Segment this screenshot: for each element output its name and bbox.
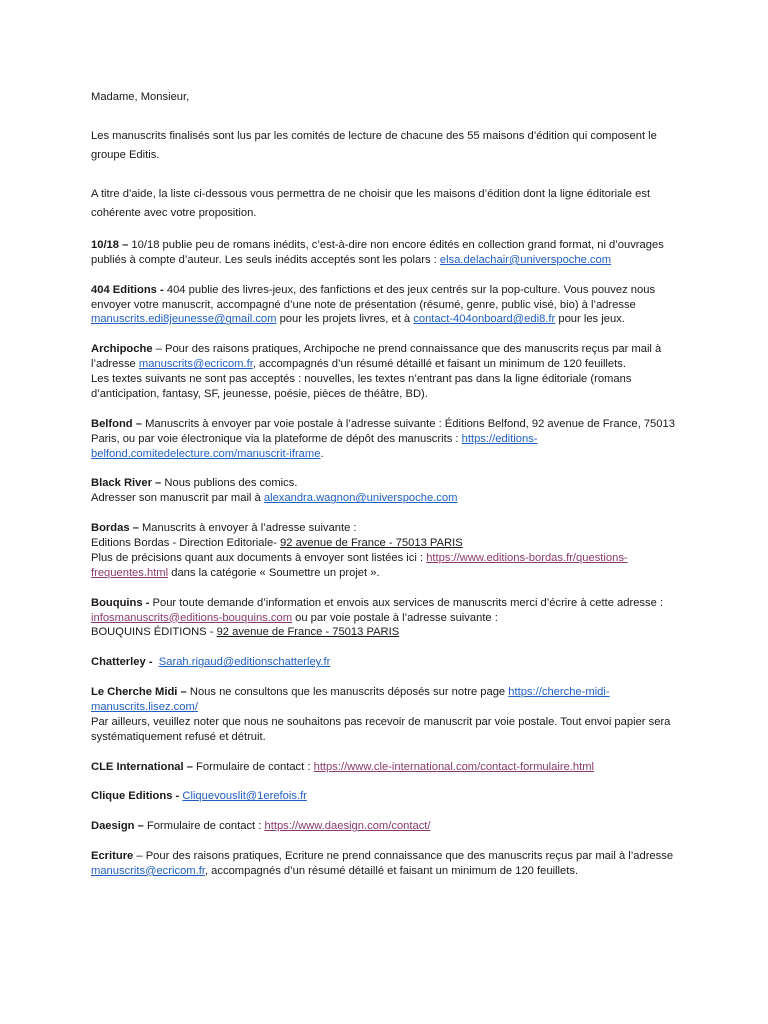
email-link[interactable]: Sarah.rigaud@editionschatterley.fr (158, 656, 331, 669)
entry-text: Formulaire de contact : (143, 820, 265, 833)
entry-1018 (91, 238, 686, 268)
publisher-name: Bordas – (91, 522, 139, 535)
postal-address: 92 avenue de France - 75013 PARIS (280, 537, 463, 550)
entry-text: ou par voie postale à l’adresse suivante : (292, 611, 498, 624)
entry-daesign (91, 819, 686, 834)
publisher-name: Belfond – (91, 417, 142, 430)
publisher-name: Le Cherche Midi – (91, 686, 187, 699)
entry-text: 10/18 publie peu de romans inédits, c’est-à-dire non encore édités en collection grand format, ni d’ouvrages publiés à compte d’auteur. Les seuls inédits acceptés sont les polars : (91, 238, 664, 266)
entry-text: Manuscrits à envoyer par voie postale à l’adresse suivante : Éditions Belfond, 92 avenue de France, 75013 Paris, ou par voie électronique via la plateforme de dépôt des manuscrits : (91, 417, 675, 445)
url-link[interactable]: https://cherche-midi-manuscrits.lisez.com/ (91, 686, 610, 713)
entry-archipoche (91, 342, 686, 402)
letter-body (91, 88, 686, 894)
entry-belfond (91, 417, 686, 462)
url-link[interactable]: https://www.daesign.com/contact/ (264, 820, 431, 833)
entry-bordas (91, 521, 686, 581)
entry-bouquins (91, 596, 686, 641)
url-link[interactable]: https://www.cle-international.com/contact-formulaire.html (313, 760, 595, 773)
entry-text: Manuscrits à envoyer à l’adresse suivante : (138, 522, 357, 535)
publisher-name: 10/18 – (91, 238, 129, 251)
postal-address: 92 avenue de France - 75013 PARIS (216, 626, 400, 639)
greeting: Madame, Monsieur, (91, 91, 190, 103)
entry-text: dans la catégorie « Soumettre un projet ». (168, 566, 380, 579)
entry-text: Les textes suivants ne sont pas acceptés : nouvelles, les textes n’entrant pas dans la ligne éditoriale (romans d’anticipation, fantasy, SF, jeunesse, poésie, pièces de théâtre, BD). (91, 373, 632, 400)
entry-text: 404 publie des livres-jeux, des fanfictions et des jeux centrés sur la pop-culture. Vous pouvez nous envoyer votre manuscrit, accompagné d’une note de présentation (résumé, genre, public visé, bio) à l’adresse (91, 283, 656, 311)
entry-text: Nous ne consultons que les manuscrits déposés sur notre page (186, 686, 509, 699)
publisher-name: Chatterley - (91, 656, 153, 669)
publisher-name: Bouquins - (91, 596, 150, 609)
entry-text: pour les projets livres, et à (276, 313, 414, 326)
url-link[interactable]: https://editions-belfond.comitedelecture.com/manuscrit-iframe (91, 432, 538, 460)
publisher-name: Archipoche (91, 343, 153, 356)
entry-text: , accompagnés d’un résumé détaillé et faisant un minimum de 120 feuillets. (204, 864, 579, 877)
publisher-name: Clique Editions - (91, 790, 180, 803)
publisher-name: Daesign – (91, 820, 144, 833)
email-link[interactable]: infosmanuscrits@editions-bouquins.com (91, 611, 293, 624)
email-link[interactable]: elsa.delachair@universpoche.com (439, 253, 612, 266)
entry-text: Editions Bordas - Direction Editoriale- (91, 537, 281, 550)
entry-text: BOUQUINS ÉDITIONS - (91, 626, 217, 639)
publisher-name: CLE International – (91, 760, 193, 773)
entry-404-editions (91, 283, 686, 328)
entry-text: – Pour des raisons pratiques, Ecriture ne prend connaissance que des manuscrits reçus par mail à l’adresse (133, 849, 674, 862)
email-link[interactable]: manuscrits@ecricom.fr (138, 358, 253, 371)
entry-black-river (91, 476, 686, 506)
entry-text: Plus de précisions quant aux documents à envoyer sont listées ici : (91, 551, 427, 564)
email-link[interactable]: alexandra.wagnon@universpoche.com (263, 492, 458, 505)
email-link[interactable]: manuscrits@ecricom.fr (91, 864, 205, 877)
entry-chatterley (91, 655, 686, 670)
intro-paragraph-1: Les manuscrits finalisés sont lus par les comités de lecture de chacune des 55 maisons d’édition qui composent le groupe Editis. (91, 129, 657, 162)
entry-text: . (320, 447, 324, 460)
publisher-name: 404 Editions - (91, 283, 164, 296)
entry-text: Par ailleurs, veuillez noter que nous ne souhaitons pas recevoir de manuscrit par voie postale. Tout envoi papier sera systématiquement refusé et détruit. (91, 715, 671, 743)
entry-clique-editions (91, 789, 686, 804)
publisher-name: Black River – (91, 477, 162, 490)
entry-text: Adresser son manuscrit par mail à (91, 492, 264, 505)
entry-cle-international (91, 760, 686, 775)
entry-text: Pour toute demande d’information et envois aux services de manuscrits merci d’écrire à cette adresse : (149, 596, 664, 609)
email-link[interactable]: contact-404onboard@edi8.fr (413, 313, 556, 326)
entry-ecriture (91, 849, 686, 879)
url-link[interactable]: https://www.editions-bordas.fr/questions-frequentes.html (91, 551, 628, 579)
email-link[interactable]: Cliquevouslit@1erefois.fr (182, 790, 307, 803)
entry-text: – Pour des raisons pratiques, Archipoche ne prend connaissance que des manuscrits reçus par mail à l’adresse (91, 343, 662, 371)
entry-cherche-midi (91, 685, 686, 745)
entry-text: pour les jeux. (555, 313, 625, 326)
intro-paragraph-2: A titre d’aide, la liste ci-dessous vous permettra de ne choisir que les maisons d’édition dont la ligne éditoriale est cohérente avec votre proposition. (91, 187, 651, 220)
entry-text: Formulaire de contact : (192, 760, 314, 773)
entry-text: , accompagnés d’un résumé détaillé et faisant un minimum de 120 feuillets. (252, 358, 626, 371)
email-link[interactable]: manuscrits.edi8jeunesse@gmail.com (91, 313, 277, 326)
entry-text: Nous publions des comics. (161, 477, 298, 490)
publisher-name: Ecriture (91, 849, 134, 862)
